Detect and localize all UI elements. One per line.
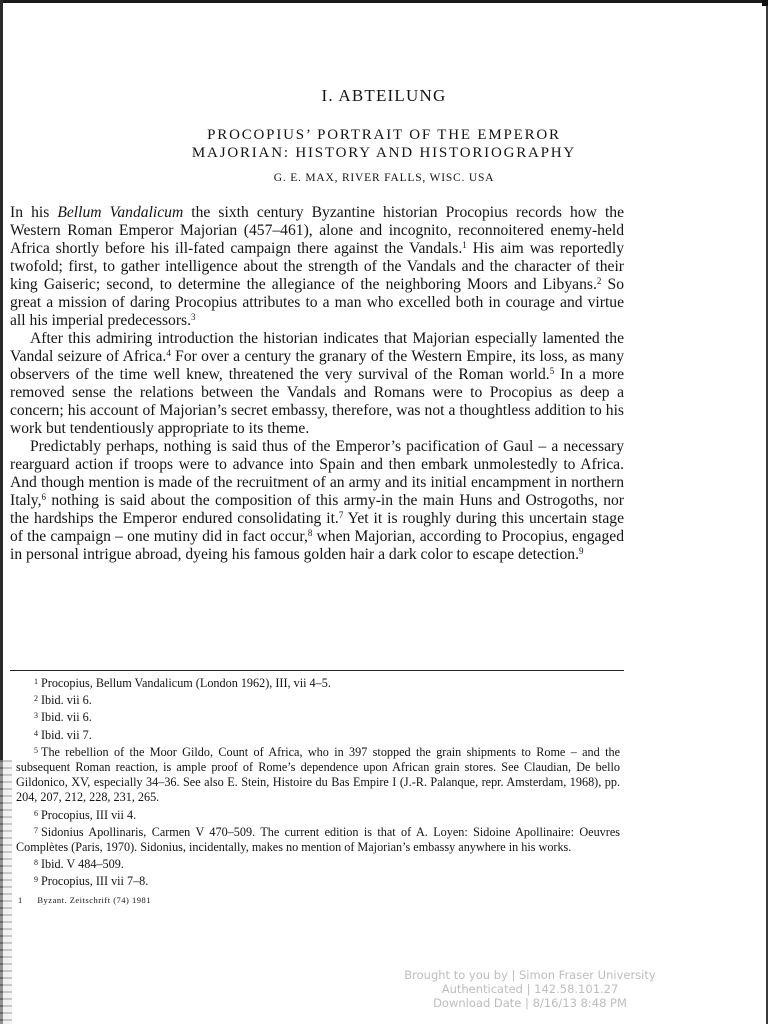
- text-run: After this admiring introduction the historian indicates that Majorian especially lamented the Vandal seizure of Africa.: [10, 330, 624, 365]
- footnote-text: Ibid. vii 6.: [41, 710, 92, 725]
- footnote-ref[interactable]: 7: [338, 510, 344, 520]
- footnote-3: [16, 708, 620, 725]
- footnote-text: The rebellion of the Moor Gildo, Count of Africa, who in 397 stopped the grain shipments to Rome – and the subsequent Roman reaction, is ample proof of Rome’s dependence upon African grain stores. See Claudian, De bello Gildonico, XV, especially 34–36. See also E. Stein, Histoire du Bas Empire I (J.-R. Palanque, repr. Amsterdam, 1968), pp. 204, 207, 212, 228, 231, 265.: [16, 744, 620, 805]
- footnote-number: 2: [34, 694, 38, 704]
- footnote-text: Procopius, III vii 4.: [41, 807, 137, 822]
- text-run: the sixth century Byzantine historian Procopius records how the Western Roman Emperor Majorian (457–461), alone and incognito, reconnoitered enemy-held Africa shortly before his ill-fated campaign there against the Vandals.: [10, 204, 624, 257]
- footnote-text: Procopius, III vii 7–8.: [41, 874, 149, 889]
- scan-edge-top: [0, 0, 768, 3]
- journal-citation: Byzant. Zeitschrift (74) 1981: [37, 895, 152, 905]
- footnote-ref[interactable]: 8: [307, 528, 313, 538]
- scan-corner: [762, 0, 768, 6]
- footnote-7: [16, 823, 620, 855]
- footnote-ref[interactable]: 6: [41, 492, 46, 502]
- paragraph-1: [10, 204, 624, 330]
- author-byline: G. E. MAX, RIVER FALLS, WISC. USA: [273, 172, 495, 184]
- work-title: Bellum Vandalicum: [57, 204, 184, 221]
- text-run: when Majorian, according to Procopius, engaged in personal intrigue abroad, dyeing his famous golden hair a dark color to escape detection.: [10, 528, 624, 563]
- footnote-4: [16, 726, 620, 743]
- footnote-number: 6: [34, 808, 38, 818]
- footnote-text: Ibid. vii 7.: [41, 727, 92, 742]
- article-title-line-1: PROCOPIUS’ PORTRAIT OF THE EMPEROR: [207, 127, 561, 143]
- footnote-ref[interactable]: 4: [166, 348, 171, 358]
- text-run: In his: [10, 204, 58, 221]
- article-title-line-2: MAJORIAN: HISTORY AND HISTORIOGRAPHY: [191, 145, 577, 161]
- watermark-line-1: Brought to you by | Simon Fraser University: [404, 968, 656, 982]
- footnote-text: Ibid. V 484–509.: [41, 857, 124, 872]
- page-number: 1: [18, 895, 23, 905]
- footnote-ref[interactable]: 3: [191, 312, 196, 322]
- text-run: For over a century the granary of the Western Empire, its loss, as many observers of the time well knew, threatened the very survival of the Roman world.: [10, 348, 624, 383]
- footnote-9: [16, 872, 620, 889]
- text-run: Yet it is roughly during this uncertain stage of the campaign – one mutiny did in fact occur,: [10, 510, 624, 545]
- footnote-ref[interactable]: 5: [549, 366, 555, 376]
- footnote-rule: [10, 670, 624, 671]
- footnote-ref[interactable]: 1: [462, 240, 467, 250]
- article-header: [0, 86, 768, 184]
- footnote-8: [16, 855, 620, 872]
- footnote-1: [16, 674, 620, 691]
- footnotes: [16, 674, 620, 890]
- footnote-text: Ibid. vii 6.: [41, 693, 92, 708]
- text-run: His aim was reportedly twofold; first, to gather intelligence about the strength of the Vandals and the character of their king Gaiseric; second, to determine the allegiance of the neighboring Moors and Libyans.: [10, 240, 624, 293]
- footnote-number: 9: [34, 875, 38, 885]
- footnote-number: 8: [34, 858, 38, 868]
- section-heading: I. ABTEILUNG: [321, 86, 447, 105]
- footnote-5: [16, 743, 620, 806]
- footnote-number: 3: [34, 711, 38, 721]
- footnote-6: [16, 806, 620, 823]
- footnote-2: [16, 691, 620, 708]
- footnote-number: 4: [34, 728, 38, 738]
- text-run: nothing is said about the composition of this army-in the main Huns and Ostrogoths, nor the hardships the Emperor endured consolidating it.: [10, 492, 624, 527]
- binding-marks: [0, 760, 12, 1024]
- watermark-line-2: Authenticated | 142.58.101.27: [441, 982, 619, 996]
- footnote-text: Sidonius Apollinaris, Carmen V 470–509. The current edition is that of A. Loyen: Sidoine Apollinaire: Oeuvres Complètes (Paris, 1970). Sidonius, incidentally, makes no mention of Majorian’s embassy anywhere in his works.: [16, 824, 620, 855]
- footnote-ref[interactable]: 2: [596, 276, 602, 286]
- text-run: Predictably perhaps, nothing is said thus of the Emperor’s pacification of Gaul – a necessary rearguard action if troops were to advance into Spain and then embark unmolestedly to Africa. And though mention is made of the recruitment of an army and its initial encampment in northern Italy,: [10, 438, 624, 509]
- text-run: In a more removed sense the relations between the Vandals and Romans were to Procopius as deep a concern; his account of Majorian’s secret embassy, therefore, was not a thoughtless addition to his work but tendentiously appropriate to its theme.: [10, 366, 624, 437]
- paragraph-3: [10, 438, 624, 564]
- watermark-line-3: Download Date | 8/16/13 8:48 PM: [433, 996, 627, 1010]
- article-title: [0, 126, 768, 162]
- paragraph-2: [10, 330, 624, 438]
- footnote-number: 5: [34, 745, 38, 755]
- footnote-text: Procopius, Bellum Vandalicum (London 1962), III, vii 4–5.: [41, 676, 331, 690]
- article-body: [10, 204, 624, 564]
- footnote-number: 7: [34, 825, 38, 835]
- footnote-ref[interactable]: 9: [579, 546, 584, 556]
- footnote-number: 1: [34, 677, 38, 686]
- text-run: So great a mission of daring Procopius attributes to a man who excelled both in courage and virtue all his imperial predecessors.: [10, 276, 624, 329]
- access-watermark: [380, 968, 680, 1010]
- page-footer: [18, 895, 151, 905]
